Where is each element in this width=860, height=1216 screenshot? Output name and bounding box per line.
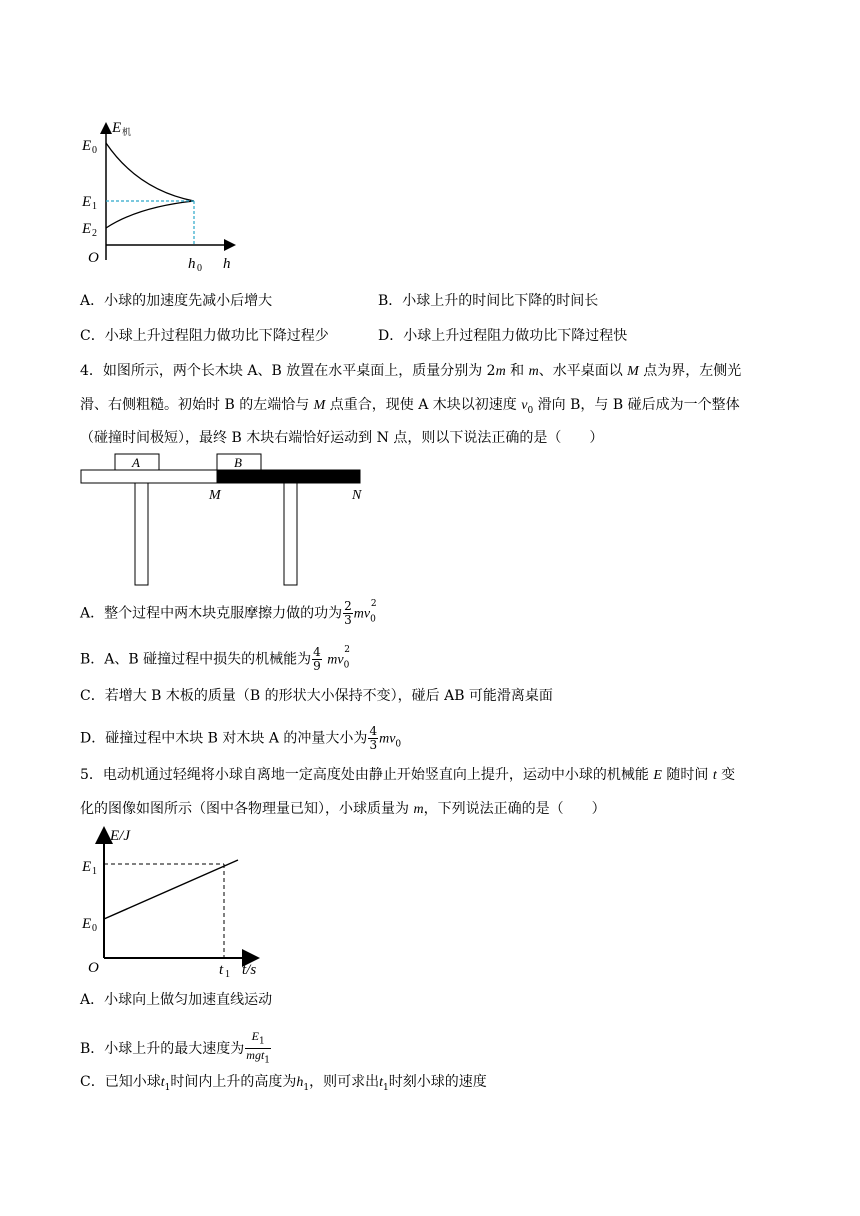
q4-option-b: B．A、B 碰撞过程中损失的机械能为 $\frac{4}{9}$ $mv_0^2$	[80, 645, 351, 674]
label-h-axis: h	[223, 256, 231, 272]
table-blocks-figure	[78, 452, 368, 590]
label-e0: E	[82, 138, 92, 154]
block-a-label: A	[132, 455, 140, 470]
q3-option-a: A．小球的加速度先减小后增大	[80, 293, 273, 309]
label-e1-sub: 1	[92, 866, 97, 877]
label-x-axis: t/s	[242, 962, 257, 978]
label-origin: O	[88, 250, 99, 266]
energy-line	[104, 860, 238, 919]
table-leg-left	[135, 483, 148, 585]
label-e1: E	[82, 194, 92, 210]
q5-option-c: C．已知小球$t_1$时间内上升的高度为$h_1$，则可求出$t_1$时刻小球的速度	[80, 1074, 487, 1093]
label-e2: E	[82, 221, 92, 237]
q3-option-d: D．小球上升过程阻力做功比下降过程快	[378, 328, 628, 344]
q5-stem-line2: 化的图像如图所示（图中各物理量已知），小球质量为 m，下列说法正确的是（ ）	[80, 801, 606, 817]
q3-option-b: B．小球上升的时间比下降的时间长	[378, 293, 599, 309]
table-top-rough	[217, 470, 360, 483]
label-e-axis: E	[112, 120, 122, 136]
label-e0-sub: 0	[92, 923, 97, 934]
point-n-label: N	[352, 488, 362, 503]
label-e0: E	[82, 916, 92, 932]
table-top-smooth	[81, 470, 217, 483]
q5-option-b: B．小球上升的最大速度为 $\frac{E_1}{mgt_1}$	[80, 1029, 271, 1066]
q5-stem-line1: 5．电动机通过轻绳将小球自离地一定高度处由静止开始竖直向上提升，运动中小球的机械能 E 随时间 t 变	[80, 767, 736, 783]
label-e1: E	[82, 859, 92, 875]
q4-option-a: A．整个过程中两木块克服摩擦力做的功为 $\frac{2}{3}$ $mv_0^2$	[80, 599, 377, 628]
q5-option-a: A．小球向上做匀加速直线运动	[80, 992, 273, 1008]
q4-stem-line2: 滑、右侧粗糙。初始时 B 的左端恰与 M 点重合，现使 A 木块以初速度 $v_0$ 滑向 B，与 B 碰后成为一个整体	[80, 397, 740, 416]
q4-stem-line3: （碰撞时间极短），最终 B 木块右端恰好运动到 N 点，则以下说法正确的是（ ）	[80, 430, 604, 446]
label-h0: h	[188, 256, 196, 272]
q4-option-d: D．碰撞过程中木块 B 对木块 A 的冲量大小为 $\frac{4}{3}$ $mv_0$	[80, 724, 402, 752]
energy-time-graph	[78, 826, 278, 978]
label-t1-sub: 1	[225, 969, 230, 978]
label-y-axis: E/J	[110, 828, 130, 844]
label-e2-sub: 2	[92, 228, 97, 239]
label-h0-sub: 0	[197, 263, 202, 274]
label-t1: t	[219, 962, 224, 978]
q4-option-c: C．若增大 B 木板的质量（B 的形状大小保持不变），碰后 AB 可能滑离桌面	[80, 688, 553, 704]
q4-stem-line1: 4．如图所示，两个长木块 A、B 放置在水平桌面上，质量分别为 2m 和 m、水平桌面以 M 点为界，左侧光	[80, 363, 742, 379]
label-e0-sub: 0	[92, 145, 97, 156]
table-leg-right	[284, 483, 297, 585]
upper-curve	[106, 143, 194, 201]
energy-height-graph	[78, 115, 248, 280]
block-b-label: B	[234, 455, 242, 470]
lower-curve	[106, 201, 194, 228]
point-m-label: M	[209, 488, 221, 503]
q3-option-c: C．小球上升过程阻力做功比下降过程少	[80, 328, 329, 344]
label-e1-sub: 1	[92, 201, 97, 212]
label-origin: O	[88, 960, 99, 976]
label-e-axis-sub: 机	[122, 127, 132, 137]
